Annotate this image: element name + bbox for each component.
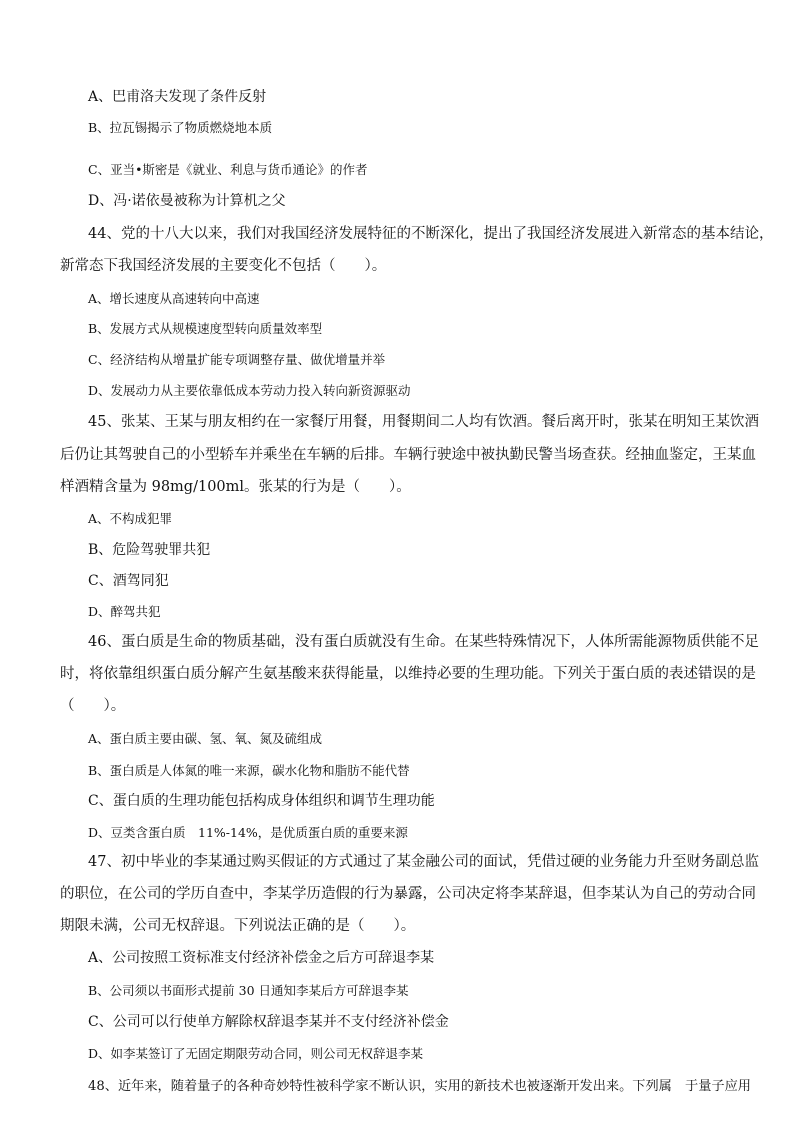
q43-option-c: C、亚当•斯密是《就业、利息与货币通论》的作者 (88, 162, 368, 177)
q43-option-b: B、拉瓦锡揭示了物质燃烧地本质 (88, 120, 273, 135)
q47-option-d: D、如李某签订了无固定期限劳动合同，则公司无权辞退李某 (88, 1046, 424, 1061)
q47-stem-line-1: 47、初中毕业的李某通过购买假证的方式通过了某金融公司的面试，凭借过硬的业务能力升至财务副总监 (88, 854, 759, 870)
q47-option-a: A、公司按照工资标准支付经济补偿金之后方可辞退李某 (88, 950, 435, 966)
q45-option-a: A、不构成犯罪 (88, 511, 173, 526)
q44-stem-line-1: 44、党的十八大以来，我们对我国经济发展特征的不断深化，提出了我国经济发展进入新常态的基本结论， (88, 226, 774, 242)
q47-stem-line-3: 期限未满，公司无权辞退。下列说法正确的是（ ）。 (60, 918, 416, 934)
q46-option-d: D、豆类含蛋白质 11%-14%，是优质蛋白质的重要来源 (88, 825, 408, 840)
q44-option-b: B、发展方式从规模速度型转向质量效率型 (88, 321, 323, 336)
q47-stem-line-2: 的职位，在公司的学历自查中，李某学历造假的行为暴露，公司决定将李某辞退，但李某认为自己的劳动合同 (60, 886, 756, 902)
q46-stem-line-3: （ ）。 (60, 698, 126, 714)
q46-option-c: C、蛋白质的生理功能包括构成身体组织和调节生理功能 (88, 793, 435, 809)
q45-option-b: B、危险驾驶罪共犯 (88, 542, 211, 558)
q44-option-d: D、发展动力从主要依靠低成本劳动力投入转向新资源驱动 (88, 383, 411, 398)
q45-option-d: D、醉驾共犯 (88, 604, 161, 619)
q43-option-d: D、冯·诺依曼被称为计算机之父 (88, 193, 286, 209)
q47-option-c: C、公司可以行使单方解除权辞退李某并不支付经济补偿金 (88, 1014, 449, 1030)
q45-stem-line-3: 样酒精含量为 98mg/100ml。张某的行为是（ ）。 (60, 479, 411, 495)
q46-option-b: B、蛋白质是人体氮的唯一来源，碳水化物和脂肪不能代替 (88, 763, 410, 778)
q46-stem-line-1: 46、蛋白质是生命的物质基础，没有蛋白质就没有生命。在某些特殊情况下，人体所需能源物质供能不足 (88, 634, 759, 650)
q48-stem-line-1: 48、近年来，随着量子的各种奇妙特性被科学家不断认识，实用的新技术也被逐渐开发出来。下列属 于量子应用 (88, 1079, 751, 1094)
q47-option-b: B、公司须以书面形式提前 30 日通知李某后方可辞退李某 (88, 983, 409, 998)
q45-stem-line-2: 后仍让其驾驶自己的小型轿车并乘坐在车辆的后排。车辆行驶途中被执勤民警当场查获。经抽血鉴定，王某血 (60, 447, 756, 463)
q45-option-c: C、酒驾同犯 (88, 573, 169, 589)
q46-option-a: A、蛋白质主要由碳、氢、氧、氮及硫组成 (88, 731, 323, 746)
q43-option-a: A、巴甫洛夫发现了条件反射 (88, 89, 267, 105)
q44-option-a: A、增长速度从高速转向中高速 (88, 291, 260, 306)
q44-option-c: C、经济结构从增量扩能专项调整存量、做优增量并举 (88, 352, 386, 367)
q46-stem-line-2: 时，将依靠组织蛋白质分解产生氨基酸来获得能量，以维持必要的生理功能。下列关于蛋白质的表述错误的是 (60, 666, 756, 682)
q44-stem-line-2: 新常态下我国经济发展的主要变化不包括（ ）。 (60, 258, 387, 274)
q45-stem-line-1: 45、张某、王某与朋友相约在一家餐厅用餐，用餐期间二人均有饮酒。餐后离开时，张某在明知王某饮酒 (88, 414, 759, 430)
